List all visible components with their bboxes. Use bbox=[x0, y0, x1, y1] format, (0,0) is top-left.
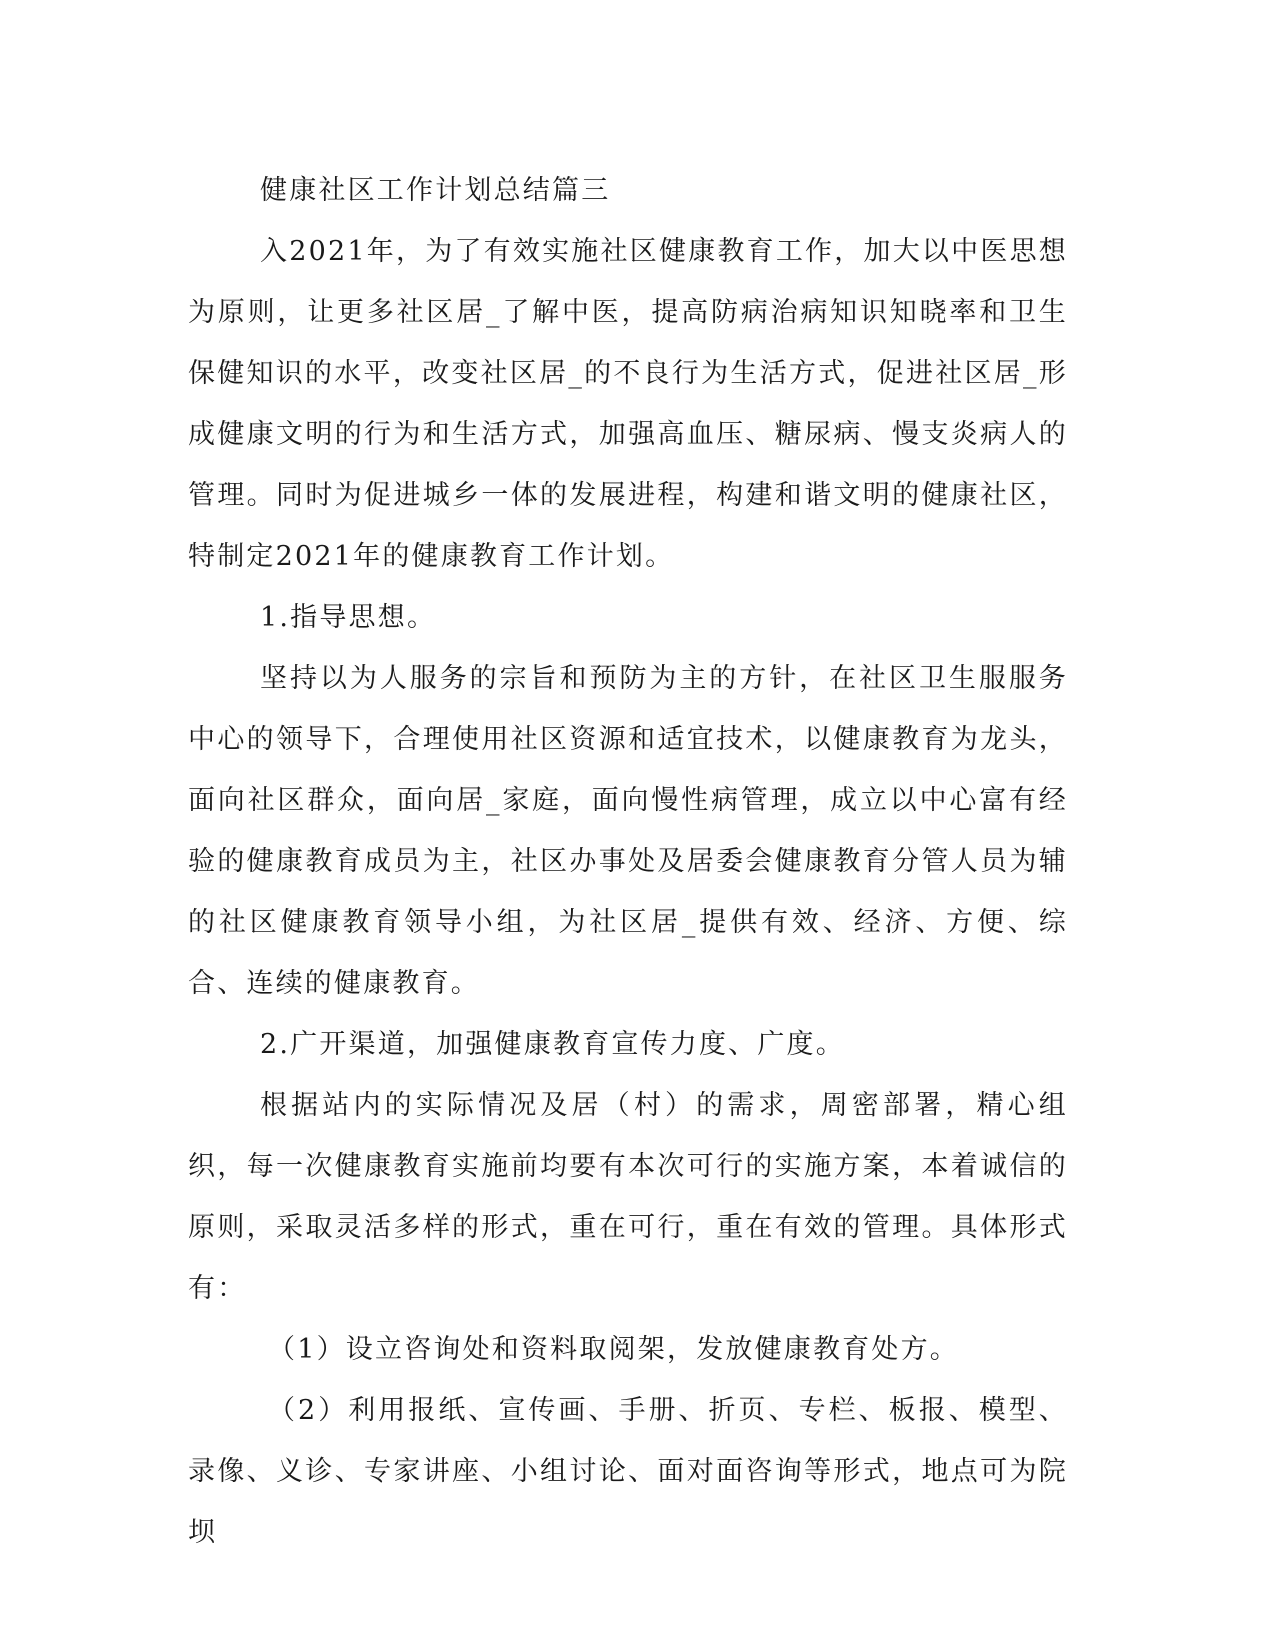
paragraph-guiding-ideology: 坚持以为人服务的宗旨和预防为主的方针，在社区卫生服服务中心的领导下，合理使用社区资源和适宜技术，以健康教育为龙头，面向社区群众，面向居_家庭，面向慢性病管理，成立以中心富有经验的健康教育成员为主，社区办事处及居委会健康教育分管人员为辅的社区健康教育领导小组，为社区居_提供有效、经济、方便、综合、连续的健康教育。 bbox=[188, 663, 1068, 999]
paragraph-channels: 根据站内的实际情况及居（村）的需求，周密部署，精心组织，每一次健康教育实施前均要有本次可行的实施方案，本着诚信的原则，采取灵活多样的形式，重在可行，重在有效的管理。具体形式有： bbox=[188, 1090, 1068, 1304]
list-item-2: （2）利用报纸、宣传画、手册、折页、专栏、板报、模型、录像、义诊、专家讲座、小组讨论、面对面咨询等形式，地点可为院坝 bbox=[188, 1395, 1068, 1548]
document-title: 健康社区工作计划总结篇三 bbox=[260, 175, 611, 206]
list-item-1: （1）设立咨询处和资料取阅架，发放健康教育处方。 bbox=[268, 1334, 959, 1365]
heading-guiding-ideology: 1.指导思想。 bbox=[260, 602, 437, 633]
document-body bbox=[188, 160, 1068, 1563]
paragraph-intro: 入2021年，为了有效实施社区健康教育工作，加大以中医思想为原则，让更多社区居_了解中医，提高防病治病知识知晓率和卫生保健知识的水平，改变社区居_的不良行为生活方式，促进社区居_形成健康文明的行为和生活方式，加强高血压、糖尿病、慢支炎病人的管理。同时为促进城乡一体的发展进程，构建和谐文明的健康社区，特制定2021年的健康教育工作计划。 bbox=[188, 236, 1068, 572]
heading-channels: 2.广开渠道，加强健康教育宣传力度、广度。 bbox=[260, 1029, 845, 1060]
